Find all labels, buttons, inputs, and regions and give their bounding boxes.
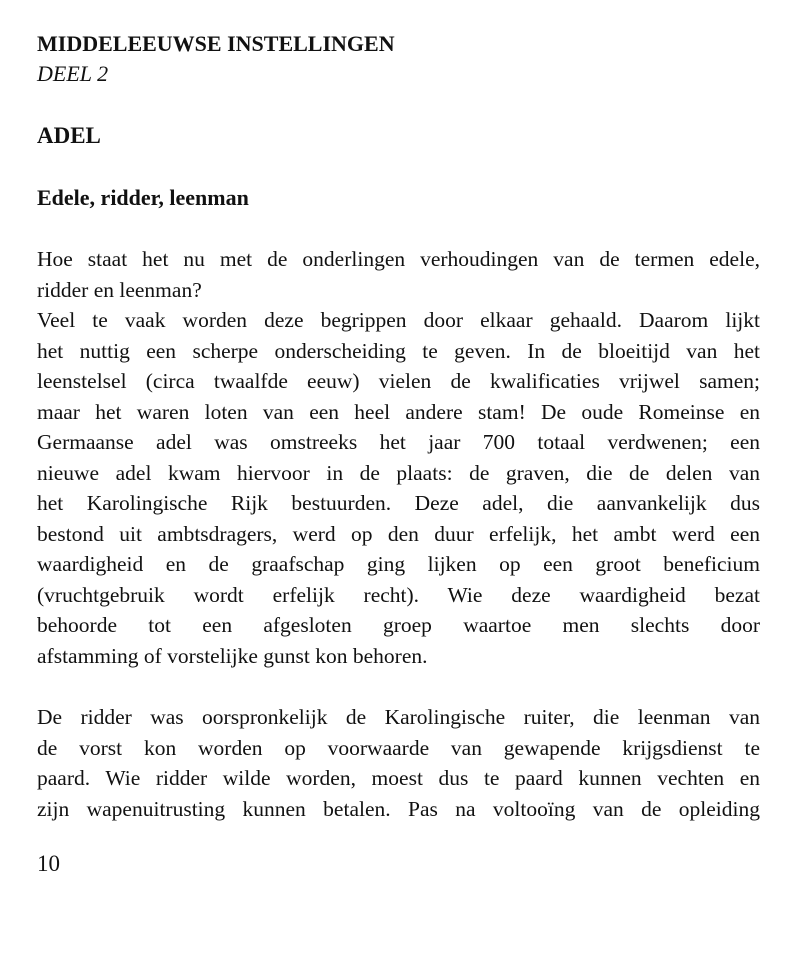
text-line: bestond uit ambtsdragers, werd op den duur erfelijk, het ambt werd een bbox=[37, 521, 760, 546]
text-line: behoorde tot een afgesloten groep waartoe men slechts door bbox=[37, 613, 760, 637]
text-line: Hoe staat het nu met de onderlingen verhoudingen van de termen edele, bbox=[37, 247, 760, 271]
text-line: de vorst kon worden op voorwaarde van gewapende krijgsdienst te bbox=[37, 735, 760, 760]
page-number: 10 bbox=[37, 851, 60, 876]
chapter-heading: ADEL bbox=[37, 123, 101, 148]
text-line: maar het waren loten van een heel andere stam! De oude Romeinse en bbox=[37, 399, 760, 424]
text-line: het Karolingische Rijk bestuurden. Deze adel, die aanvankelijk dus bbox=[37, 491, 760, 515]
text-line: zijn wapenuitrusting kunnen betalen. Pas na voltooïng van de opleiding bbox=[37, 796, 760, 821]
text-line: Germaanse adel was omstreeks het jaar 700 totaal verdwenen; een bbox=[37, 430, 760, 454]
text-line: leenstelsel (circa twaalfde eeuw) vielen de kwalificaties vrijwel samen; bbox=[37, 369, 760, 393]
body-paragraph-1 bbox=[37, 244, 760, 671]
body-paragraph-2 bbox=[37, 702, 760, 824]
section-heading: Edele, ridder, leenman bbox=[37, 185, 249, 210]
text-line: nieuwe adel kwam hiervoor in de plaats: de graven, die de delen van bbox=[37, 460, 760, 485]
text-line: ridder en leenman? bbox=[37, 277, 202, 302]
text-line: afstamming of vorstelijke gunst kon behoren. bbox=[37, 643, 428, 668]
text-line: Veel te vaak worden deze begrippen door elkaar gehaald. Daarom lijkt bbox=[37, 308, 760, 332]
text-line: het nuttig een scherpe onderscheiding te geven. In de bloeitijd van het bbox=[37, 338, 760, 363]
text-line: paard. Wie ridder wilde worden, moest dus te paard kunnen vechten en bbox=[37, 766, 760, 790]
text-line: De ridder was oorspronkelijk de Karolingische ruiter, die leenman van bbox=[37, 705, 760, 729]
text-line: (vruchtgebruik wordt erfelijk recht). Wie deze waardigheid bezat bbox=[37, 582, 760, 607]
running-title: MIDDELEEUWSE INSTELLINGEN bbox=[37, 31, 395, 56]
text-line: waardigheid en de graafschap ging lijken op een groot beneficium bbox=[37, 552, 760, 576]
running-subtitle: DEEL 2 bbox=[37, 61, 109, 86]
